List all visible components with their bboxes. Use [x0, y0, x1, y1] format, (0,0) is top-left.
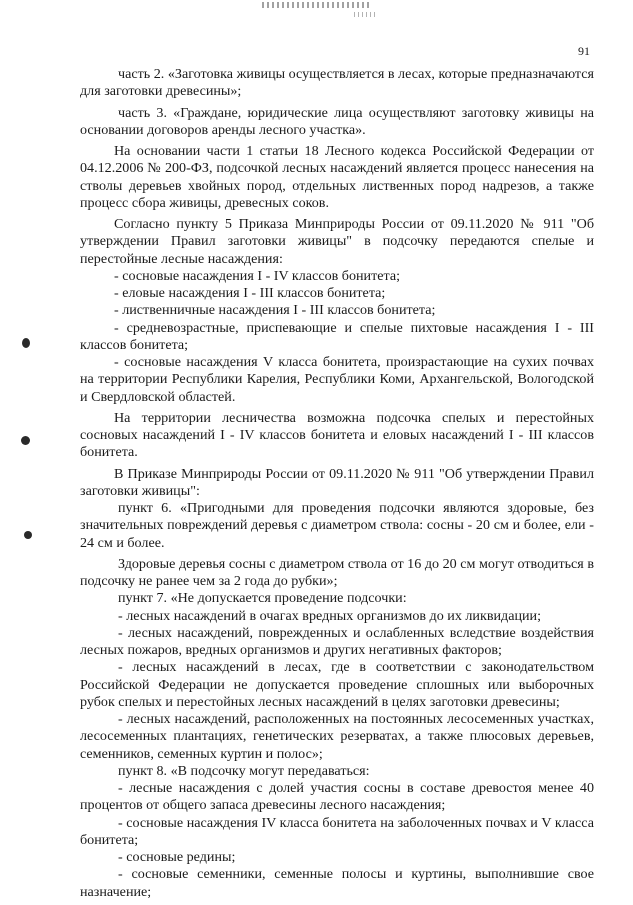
list-item: - сосновые семенники, семенные полосы и куртины, выполнившие свое назначение; [80, 866, 594, 900]
list-item: - лесных насаждений, поврежденных и ослабленных вследствие воздействия лесных пожаров, вредных организмов и других негативных факторов; [80, 624, 594, 658]
paragraph: На основании части 1 статьи 18 Лесного кодекса Российской Федерации от 04.12.2006 № 200-ФЗ, подсочкой лесных насаждений является процесс нанесения на стволы деревьев хвойных пород, отдельных лиственных пород надрезов, а также процесс сбора живицы, древесных соков. [80, 143, 594, 211]
list-item: - лесные насаждения с долей участия сосны в составе древостоя менее 40 процентов от общего запаса древесины лесного насаждения; [80, 780, 594, 814]
list-item: - лесных насаждений, расположенных на постоянных лесосеменных участках, лесосеменных плантациях, генетических резерватах, а также плюсовых деревьев, семенников, семенных куртин и полос»; [80, 711, 594, 762]
paragraph: пункт 6. «Пригодными для проведения подсочки являются здоровые, без значительных повреждений деревья с диаметром ствола: сосны - 20 см и более, ели - 24 см и более. [80, 500, 594, 551]
paragraph: пункт 8. «В подсочку могут передаваться: [118, 762, 370, 779]
scan-artifact-top-small [354, 12, 376, 17]
scan-artifact-dot [21, 436, 30, 445]
paragraph: На территории лесничества возможна подсочка спелых и перестойных сосновых насаждений I - IV классов бонитета и еловых насаждений I - III классов бонитета. [80, 409, 594, 461]
list-item: - лиственничные насаждения I - III классов бонитета; [114, 302, 436, 319]
paragraph: Здоровые деревья сосны с диаметром ствола от 16 до 20 см могут отводиться в подсочку не ранее чем за 2 года до рубки»; [80, 555, 594, 589]
paragraph: пункт 7. «Не допускается проведение подсочки: [118, 590, 407, 607]
paragraph: часть 3. «Граждане, юридические лица осуществляют заготовку живицы на основании договоров аренды лесного участка». [80, 104, 594, 138]
scan-artifact-top [262, 2, 372, 8]
paragraph: В Приказе Минприроды России от 09.11.2020 № 911 "Об утверждении Правил заготовки живицы": [80, 465, 594, 499]
list-item: - сосновые насаждения I - IV классов бонитета; [114, 267, 401, 284]
scan-artifact-dot [22, 338, 30, 348]
list-item: - сосновые насаждения V класса бонитета, произрастающие на сухих почвах на территории Республики Карелия, Республики Коми, Архангельской, Вологодской и Свердловской областей. [80, 354, 594, 405]
paragraph: Согласно пункту 5 Приказа Минприроды России от 09.11.2020 № 911 "Об утверждении Правил заготовки живицы" в подсочку передаются спелые и перестойные лесные насаждения: [80, 216, 594, 267]
page-number: 91 [578, 44, 590, 58]
list-item: - лесных насаждений в очагах вредных организмов до их ликвидации; [118, 607, 541, 624]
list-item: - лесных насаждений в лесах, где в соответствии с законодательством Российской Федерации не допускается проведение сплошных или выборочных рубок спелых и перестойных лесных насаждений в целях заготовки древесины; [80, 659, 594, 710]
list-item: - сосновые насаждения IV класса бонитета на заболоченных почвах и V класса бонитета; [80, 814, 594, 848]
paragraph: часть 2. «Заготовка живицы осуществляется в лесах, которые предназначаются для заготовки древесины»; [80, 66, 594, 100]
list-item: - еловые насаждения I - III классов бонитета; [114, 285, 386, 301]
list-item: - средневозрастные, приспевающие и спелые пихтовые насаждения I - III классов бонитета; [80, 319, 594, 353]
document-body [80, 66, 594, 901]
scan-artifact-dot [24, 531, 32, 539]
list-item: - сосновые редины; [118, 849, 236, 865]
